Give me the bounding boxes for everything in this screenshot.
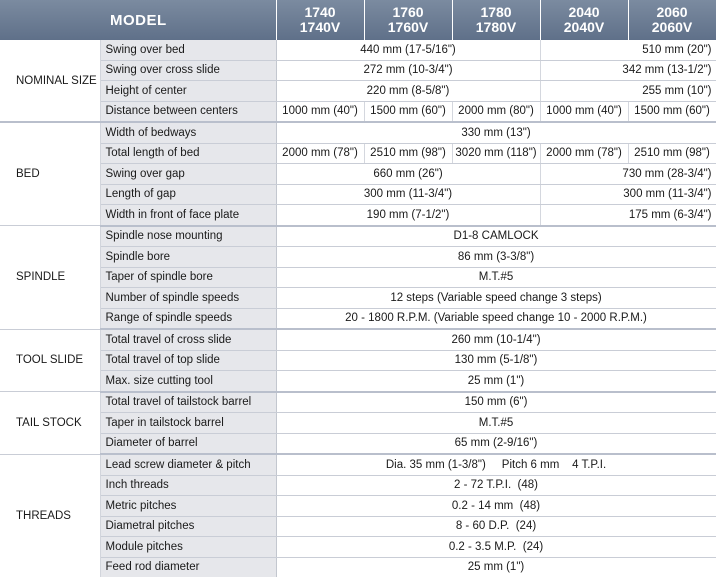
value-cell: 1500 mm (60") — [364, 101, 452, 122]
table-row — [0, 247, 716, 268]
value-cell: 0.2 - 14 mm (48) — [276, 496, 716, 517]
row-label: Swing over gap — [100, 164, 276, 185]
row-label: Swing over bed — [100, 40, 276, 60]
table-row — [0, 184, 716, 205]
row-label: Total length of bed — [100, 143, 276, 164]
value-cell: 65 mm (2-9/16") — [276, 433, 716, 454]
value-cell: 660 mm (26") — [276, 164, 540, 185]
value-cell: 2 - 72 T.P.I. (48) — [276, 475, 716, 496]
value-cell: 440 mm (17-5/16") — [276, 40, 540, 60]
value-cell: 220 mm (8-5/8") — [276, 81, 540, 102]
value-cell: 25 mm (1") — [276, 557, 716, 577]
row-label: Swing over cross slide — [100, 60, 276, 81]
header-row — [0, 0, 716, 40]
value-cell: 20 - 1800 R.P.M. (Variable speed change 10 - 2000 R.P.M.) — [276, 308, 716, 329]
row-label: Width in front of face plate — [100, 205, 276, 226]
section-tool-slide: TOOL SLIDE — [0, 329, 100, 392]
section-tail-stock: TAIL STOCK — [0, 392, 100, 455]
value-cell: 2000 mm (80") — [452, 101, 540, 122]
value-cell: D1-8 CAMLOCK — [276, 226, 716, 247]
table-row — [0, 496, 716, 517]
value-cell: 300 mm (11-3/4") — [540, 184, 716, 205]
table-row — [0, 267, 716, 288]
value-cell: 1500 mm (60") — [628, 101, 716, 122]
table-row — [0, 164, 716, 185]
value-cell: 190 mm (7-1/2") — [276, 205, 540, 226]
row-label: Spindle bore — [100, 247, 276, 268]
section-spindle: SPINDLE — [0, 226, 100, 330]
table-row — [0, 143, 716, 164]
value-cell: 130 mm (5-1/8") — [276, 350, 716, 371]
row-label: Total travel of top slide — [100, 350, 276, 371]
table-row — [0, 122, 716, 143]
table-row — [0, 350, 716, 371]
table-row — [0, 433, 716, 454]
table-row — [0, 308, 716, 329]
table-row — [0, 454, 716, 475]
value-cell: M.T.#5 — [276, 267, 716, 288]
row-label: Diameter of barrel — [100, 433, 276, 454]
table-row — [0, 60, 716, 81]
row-label: Spindle nose mounting — [100, 226, 276, 247]
row-label: Diametral pitches — [100, 516, 276, 537]
row-label: Taper of spindle bore — [100, 267, 276, 288]
row-label: Max. size cutting tool — [100, 371, 276, 392]
table-row — [0, 516, 716, 537]
value-cell: 255 mm (10") — [540, 81, 716, 102]
value-cell: M.T.#5 — [276, 413, 716, 434]
row-label: Taper in tailstock barrel — [100, 413, 276, 434]
row-label: Feed rod diameter — [100, 557, 276, 577]
table-row — [0, 557, 716, 577]
section-bed: BED — [0, 122, 100, 226]
value-cell: 330 mm (13") — [276, 122, 716, 143]
value-cell: 2000 mm (78") — [540, 143, 628, 164]
model-2040: 2040 2040V — [540, 0, 628, 40]
value-cell: 2510 mm (98") — [364, 143, 452, 164]
row-label: Number of spindle speeds — [100, 288, 276, 309]
value-cell: 8 - 60 D.P. (24) — [276, 516, 716, 537]
value-cell: 25 mm (1") — [276, 371, 716, 392]
value-cell: 2510 mm (98") — [628, 143, 716, 164]
row-label: Distance between centers — [100, 101, 276, 122]
table-row — [0, 205, 716, 226]
model-1760: 1760 1760V — [364, 0, 452, 40]
table-row — [0, 101, 716, 122]
value-cell: 2000 mm (78") — [276, 143, 364, 164]
value-cell: Dia. 35 mm (1-3/8") Pitch 6 mm 4 T.P.I. — [276, 454, 716, 475]
value-cell: 150 mm (6") — [276, 392, 716, 413]
model-2060: 2060 2060V — [628, 0, 716, 40]
row-label: Length of gap — [100, 184, 276, 205]
model-1740: 1740 1740V — [276, 0, 364, 40]
value-cell: 1000 mm (40") — [540, 101, 628, 122]
section-threads: THREADS — [0, 454, 100, 577]
value-cell: 86 mm (3-3/8") — [276, 247, 716, 268]
row-label: Lead screw diameter & pitch — [100, 454, 276, 475]
table-row — [0, 392, 716, 413]
value-cell: 0.2 - 3.5 M.P. (24) — [276, 537, 716, 558]
value-cell: 510 mm (20") — [540, 40, 716, 60]
value-cell: 730 mm (28-3/4") — [540, 164, 716, 185]
table-row — [0, 81, 716, 102]
row-label: Module pitches — [100, 537, 276, 558]
row-label: Height of center — [100, 81, 276, 102]
model-header: MODEL — [0, 0, 276, 40]
table-row — [0, 371, 716, 392]
table-row — [0, 537, 716, 558]
value-cell: 300 mm (11-3/4") — [276, 184, 540, 205]
value-cell: 3020 mm (118") — [452, 143, 540, 164]
value-cell: 12 steps (Variable speed change 3 steps) — [276, 288, 716, 309]
table-row — [0, 413, 716, 434]
table-row — [0, 329, 716, 350]
value-cell: 272 mm (10-3/4") — [276, 60, 540, 81]
row-label: Total travel of cross slide — [100, 329, 276, 350]
row-label: Total travel of tailstock barrel — [100, 392, 276, 413]
row-label: Range of spindle speeds — [100, 308, 276, 329]
table-row — [0, 475, 716, 496]
section-nominal-size: NOMINAL SIZE — [0, 40, 100, 122]
table-row — [0, 226, 716, 247]
value-cell: 1000 mm (40") — [276, 101, 364, 122]
row-label: Inch threads — [100, 475, 276, 496]
table-row — [0, 288, 716, 309]
row-label: Width of bedways — [100, 122, 276, 143]
value-cell: 260 mm (10-1/4") — [276, 329, 716, 350]
value-cell: 342 mm (13-1/2") — [540, 60, 716, 81]
model-1780: 1780 1780V — [452, 0, 540, 40]
table-row — [0, 40, 716, 60]
row-label: Metric pitches — [100, 496, 276, 517]
value-cell: 175 mm (6-3/4") — [540, 205, 716, 226]
